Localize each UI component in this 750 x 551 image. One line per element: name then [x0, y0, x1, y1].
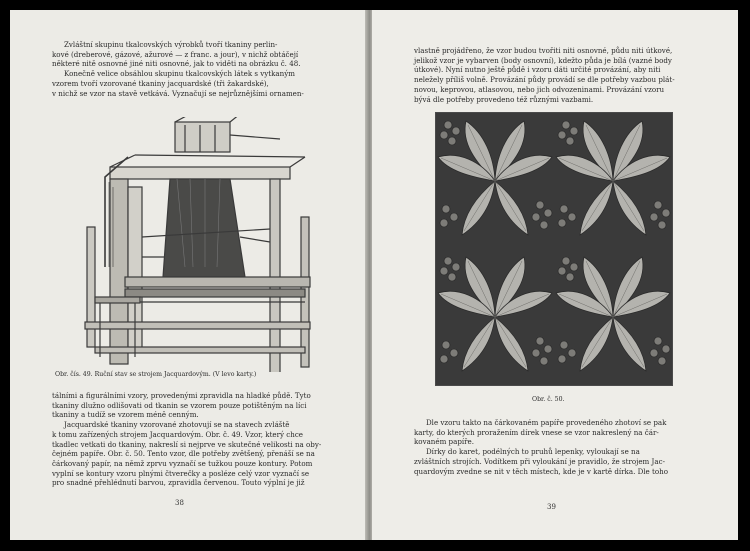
left-intro-text	[52, 40, 352, 98]
figure-caption-49: Obr. čís. 49. Ruční stav se strojem Jacquardovým. (V levo karty.)	[55, 371, 257, 378]
text-line: útkové). Nyní nutno ještě půdě i vzoru dáti určité provázání, aby niti	[414, 65, 661, 75]
page-number: 39	[547, 503, 556, 511]
text-line: tkaniny a tudíž se vzorem méně cenným.	[52, 410, 199, 420]
text-line: Dle vzoru takto na čárkovaném papíře provedeného zhotoví se pak	[426, 418, 667, 427]
text-line: jelikož vzor je vybarven (body osnovní), kdežto půda je bílá (vazné body	[414, 55, 672, 65]
text-line: tálními a figurálními vzory, provedenými zpravidla na hladké půdě. Tyto	[52, 391, 311, 400]
text-line: quardovým zvedne se nit v těch místech, kde je v kartě dírka. Dle toho	[414, 466, 668, 476]
left-page	[10, 10, 367, 540]
text-line: Konečně velice obsáhlou skupinu tkalcovských látek s vytkaným	[64, 69, 295, 79]
text-line: novou, keprovou, atlasovou, nebo jich odvozeninami. Provázání vzoru	[414, 84, 665, 94]
text-line: Zvláštní skupinu tkalcovských výrobků tvoří tkaniny perlin-	[64, 40, 278, 49]
right-top-text	[414, 46, 714, 104]
right-body-text	[414, 418, 714, 476]
text-line: kové (dreberové, gázové, ažurové — z franc. a jour), v nichž obtáčejí	[52, 49, 299, 59]
page-number: 38	[175, 499, 184, 507]
text-line: čárkovaný papír, na němž zprvu vyznačí se tužkou pouze kontury. Potom	[52, 458, 313, 468]
text-line: některé nitě osnovné jiné niti osnovné, jak to viděti na obrázku č. 48.	[52, 59, 301, 69]
text-line: tkadlec vetkati do tkaniny, nakreslí si nejprve ve skutečné velikosti na oby-	[52, 439, 322, 449]
text-line: neležely příliš volně. Provázání půdy provádí se dle potřeby vazbou plát-	[414, 75, 675, 85]
left-body-text	[52, 391, 352, 488]
text-line: pro snadné přehlédnutí barvou, zpravidla červenou. Touto výplní je již	[52, 478, 305, 488]
text-line: kovaném papíře.	[414, 437, 474, 447]
text-line: tkaniny dlužno odlišovati od tkanin se vzorem pouze potištěným na líci	[52, 400, 307, 410]
text-line: karty, do kterých proražením dírek vnese se vzor nakreslený na čár-	[414, 427, 659, 437]
text-line: vlastně projádřeno, že vzor budou tvořiti niti osnovné, půdu niti útkové,	[414, 46, 673, 55]
text-line: zvláštních strojích. Vodítkem při vyloukání je pravidlo, že strojem Jac-	[414, 456, 665, 466]
text-line: vzorem tvoří vzorované tkaniny jacquardské (tři žakardské),	[52, 78, 269, 88]
text-line: Jacquardské tkaniny vzorované zhotovují se na stavech zvláště	[64, 420, 290, 430]
jacquard-loom-illustration	[65, 117, 315, 372]
text-line: vyplní se kontury vzoru plnými čtverečky a posléze celý vzor vyznačí se	[52, 468, 310, 478]
right-page	[372, 10, 738, 540]
text-line: čejném papíře. Obr. č. 50. Tento vzor, dle potřeby zvětšený, přenáší se na	[52, 449, 315, 459]
leaf-pattern-fabric-illustration	[435, 112, 673, 386]
text-line: v nichž se vzor na stavě vetkává. Vyznačují se nejrůznějšími ornamen-	[52, 88, 304, 98]
text-line: bývá dle potřeby provedeno též různými vazbami.	[414, 94, 594, 104]
figure-caption-50: Obr. č. 50.	[532, 396, 565, 403]
text-line: k tomu zařízených strojem Jacquardovým. Obr. č. 49. Vzor, který chce	[52, 429, 303, 439]
text-line: Dírky do karet, podélných to pruhů lepenky, vyloukají se na	[426, 447, 640, 457]
